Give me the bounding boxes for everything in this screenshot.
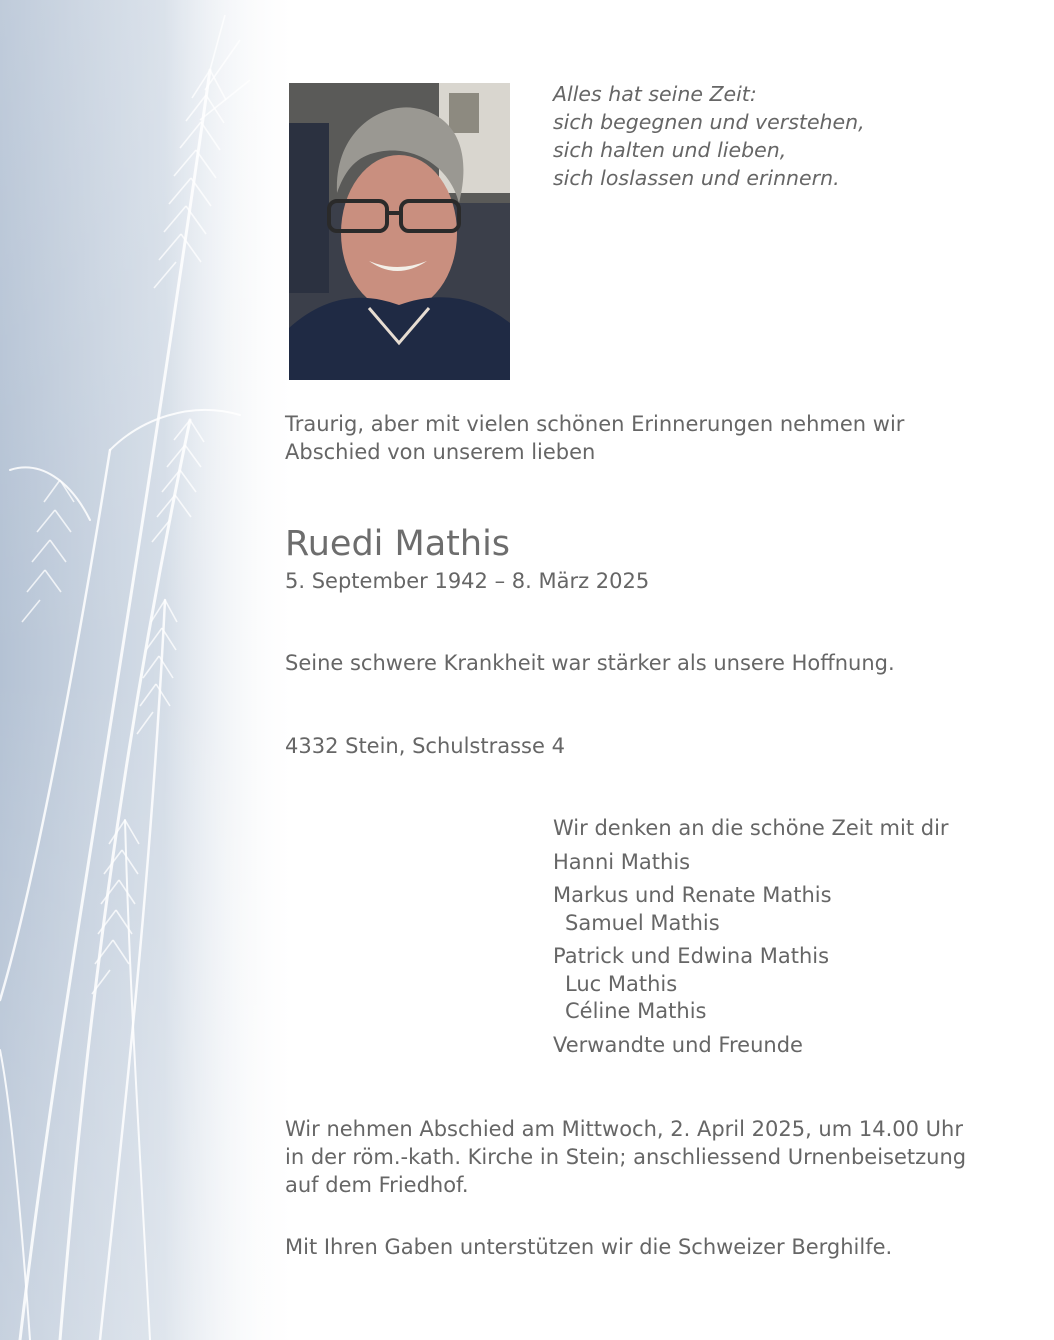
family-line: Samuel Mathis <box>565 910 720 935</box>
family-list <box>553 815 949 1059</box>
portrait-photo <box>289 83 510 380</box>
poem <box>553 80 865 192</box>
family-line: Céline Mathis <box>565 999 707 1023</box>
family-line: Luc Mathis <box>565 971 678 996</box>
deceased-name: Ruedi Mathis <box>285 524 511 564</box>
family-line: Verwandte und Freunde <box>553 1032 803 1057</box>
address-text: 4332 Stein, Schulstrasse 4 <box>285 734 565 758</box>
statement-text: Seine schwere Krankheit war stärker als unsere Hoffnung. <box>285 651 895 675</box>
portrait-image <box>289 83 510 380</box>
poem-line: sich loslassen und erinnern. <box>553 166 840 190</box>
service-line: Wir nehmen Abschied am Mittwoch, 2. April 2025, um 14.00 Uhr <box>285 1117 963 1141</box>
intro-text <box>285 410 904 466</box>
poem-line: sich begegnen und verstehen, <box>553 110 865 134</box>
family-line: Markus und Renate Mathis <box>553 883 832 907</box>
donation-text: Mit Ihren Gaben unterstützen wir die Schweizer Berghilfe. <box>285 1235 893 1259</box>
family-line: Patrick und Edwina Mathis <box>553 944 830 968</box>
family-line: Hanni Mathis <box>553 849 691 874</box>
poem-line: sich halten und lieben, <box>553 138 787 162</box>
intro-line: Traurig, aber mit vielen schönen Erinnerungen nehmen wir <box>285 412 905 436</box>
service-text <box>285 1115 966 1199</box>
service-line: auf dem Friedhof. <box>285 1173 469 1197</box>
poem-line: Alles hat seine Zeit: <box>553 82 757 106</box>
intro-line: Abschied von unserem lieben <box>285 440 596 464</box>
life-dates: 5. September 1942 – 8. März 2025 <box>285 569 650 593</box>
service-line: in der röm.-kath. Kirche in Stein; anschliessend Urnenbeisetzung <box>285 1145 967 1169</box>
family-line: Wir denken an die schöne Zeit mit dir <box>553 816 949 840</box>
